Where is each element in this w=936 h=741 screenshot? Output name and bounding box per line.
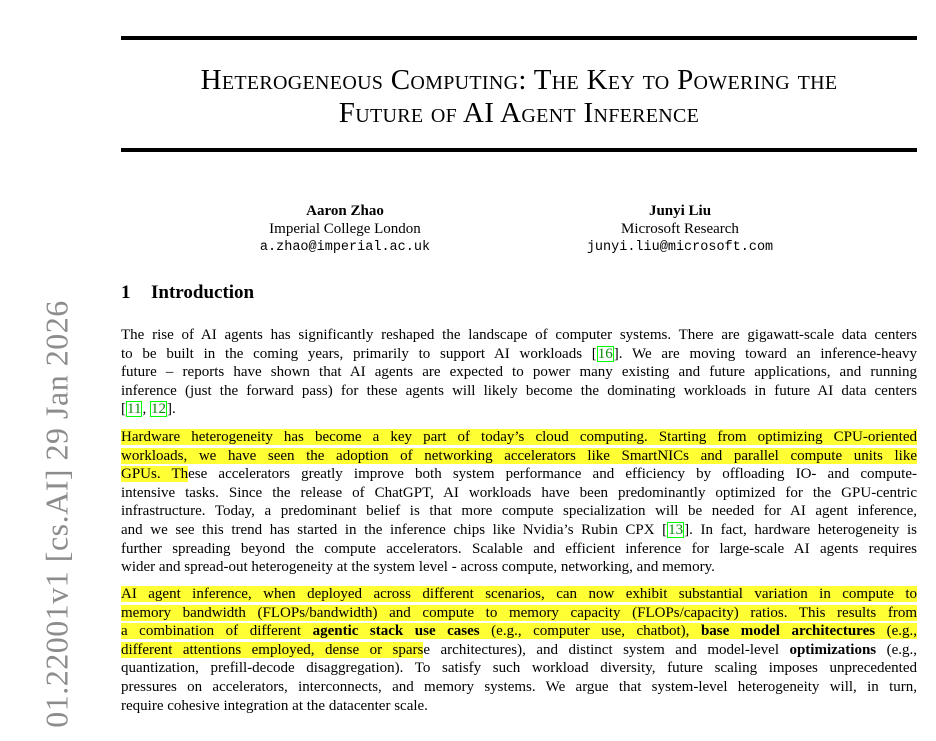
arxiv-identifier-stamp: 01.22001v1 [cs.AI] 29 Jan 2026 <box>38 300 75 728</box>
paragraph-2 <box>121 428 917 577</box>
author-affiliation: Microsoft Research <box>621 221 739 237</box>
highlighted-text: Hardware heterogeneity has become a key part of today’s cloud computing. Starting from optimizing CPU-oriented <box>121 429 917 445</box>
author-affiliation: Imperial College London <box>269 221 421 237</box>
paper-title-line-1: Heterogeneous Computing: The Key to Powering the <box>200 64 838 96</box>
author-block-1 <box>215 202 475 257</box>
paper-title-line-2: Future of AI Agent Inference <box>338 97 700 129</box>
text-line: quantization, prefill-decode disaggregation). To satisfy such workload diversity, future scaling imposes unprecedented <box>121 660 917 677</box>
text-line: and we see this trend has started in the inference chips like Nvidia’s Rubin CPX [13]. In fact, hardware heterogeneity is <box>121 521 917 538</box>
section-title: Introduction <box>151 282 255 303</box>
text-line: different attentions employed, dense or sparse architectures), and distinct system and model-level optimizations (e.g., <box>121 641 917 658</box>
author-name: Aaron Zhao <box>306 203 384 219</box>
paper-title <box>121 64 917 130</box>
text-line: to be built in the coming years, primarily to support AI workloads [16]. We are moving toward an inference-heavy <box>121 345 917 362</box>
text-line <box>121 622 917 641</box>
bold-term: base model architectures <box>700 623 876 640</box>
highlighted-text: memory bandwidth (FLOPs/bandwidth) and compute to memory capacity (FLOPs/capacity) ratios. This results from <box>121 604 917 621</box>
citation-link[interactable]: 16 <box>597 345 613 362</box>
author-block-2 <box>550 202 810 257</box>
title-bottom-rule <box>121 148 917 152</box>
text-line <box>121 428 917 447</box>
text-line: pressures on accelerators, interconnects, and memory systems. We argue that system-level heterogeneity will, in turn, <box>121 678 917 695</box>
text-line: [11, 12]. <box>121 401 176 418</box>
text-line <box>121 447 917 466</box>
author-name: Junyi Liu <box>648 203 712 219</box>
author-email[interactable]: junyi.liu@microsoft.com <box>586 240 774 255</box>
paragraph-3 <box>121 585 917 715</box>
highlighted-text: a combination of different agentic stack use cases (e.g., computer use, chatbot), base model architectures (e.g., <box>121 623 917 640</box>
text-line: future – reports have shown that AI agents are expected to power many existing and future applications, and running <box>121 364 917 381</box>
text-line: GPUs. These accelerators greatly improve both system performance and efficiency by offloading IO- and compute- <box>121 466 917 483</box>
citation-link[interactable]: 13 <box>668 521 684 538</box>
paragraph-1 <box>121 326 917 419</box>
text-line: infrastructure. Today, a predominant belief is that more compute specialization will be needed for AI agent inference, <box>121 503 917 520</box>
highlighted-text: workloads, we have seen the adoption of networking accelerators like SmartNICs and parallel compute units like <box>121 447 917 464</box>
text-line: require cohesive integration at the datacenter scale. <box>121 697 428 714</box>
text-line: inference (just the forward pass) for these agents will likely become the dominating workloads in future AI data centers <box>121 382 917 399</box>
bold-term: agentic stack use cases <box>312 623 480 640</box>
text-line: intensive tasks. Since the release of ChatGPT, AI workloads have been predominantly optimized for the GPU-centric <box>121 484 917 501</box>
title-top-rule <box>121 36 917 40</box>
section-heading <box>121 282 254 304</box>
text-line <box>121 585 917 604</box>
highlighted-text: AI agent inference, when deployed across different scenarios, can now exhibit substantial variation in compute to <box>121 586 917 602</box>
text-line <box>121 604 917 623</box>
text-line: further spreading beyond the compute accelerators. Scalable and efficient inference for large-scale AI agents requires <box>121 540 917 557</box>
text-line: wider and spread-out heterogeneity at the system level - across compute, networking, and memory. <box>121 559 715 576</box>
text-line: The rise of AI agents has significantly reshaped the landscape of computer systems. There are gigawatt-scale data centers <box>121 327 917 343</box>
section-number: 1 <box>121 282 131 303</box>
highlighted-text: different attentions employed, dense or spars <box>121 641 424 658</box>
citation-link[interactable]: 11 <box>127 401 142 418</box>
bold-term: optimizations <box>789 641 877 658</box>
citation-link[interactable]: 12 <box>150 401 166 418</box>
highlighted-text: GPUs. Th <box>121 466 189 483</box>
author-email[interactable]: a.zhao@imperial.ac.uk <box>259 240 431 255</box>
